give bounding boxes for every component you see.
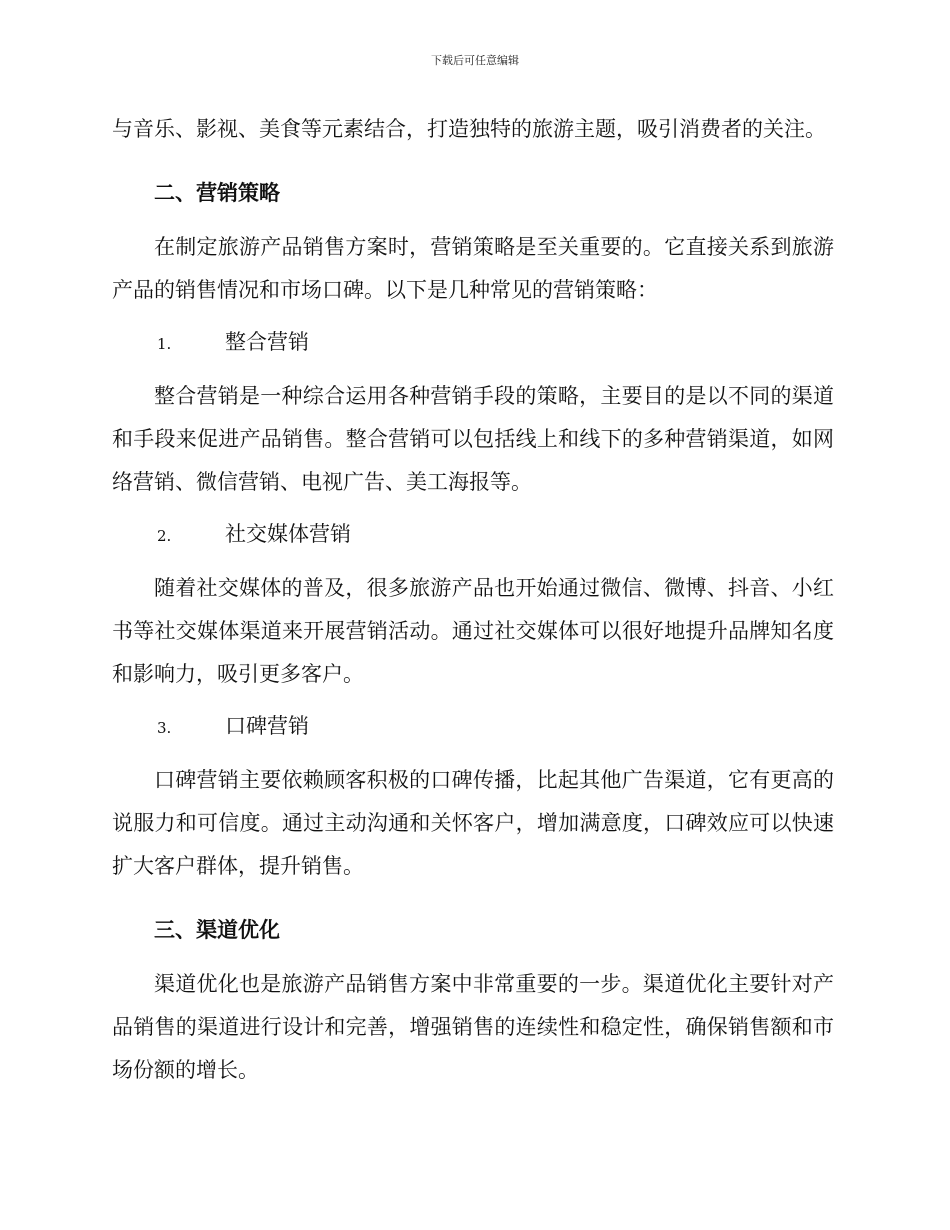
list-number: 3. — [157, 719, 172, 737]
list-item-word-of-mouth-marketing — [157, 705, 834, 750]
list-item-title: 口碑营销 — [225, 714, 309, 738]
list-number: 1. — [157, 335, 172, 353]
continued-paragraph: 与音乐、影视、美食等元素结合，打造独特的旅游主题，吸引消费者的关注。 — [112, 117, 826, 141]
document-body — [112, 108, 834, 1092]
list-item-integrated-marketing — [157, 321, 834, 366]
marketing-intro-paragraph: 在制定旅游产品销售方案时，营销策略是至关重要的。它直接关系到旅游产品的销售情况和市场口碑。以下是几种常见的营销策略： — [112, 235, 834, 302]
channel-optimization-paragraph: 渠道优化也是旅游产品销售方案中非常重要的一步。渠道优化主要针对产品销售的渠道进行设计和完善，增强销售的连续性和稳定性，确保销售额和市场份额的增长。 — [112, 972, 834, 1082]
page-header-note: 下载后可任意编辑 — [431, 54, 519, 67]
list-item-social-media-marketing — [157, 513, 834, 558]
integrated-marketing-paragraph: 整合营销是一种综合运用各种营销手段的策略，主要目的是以不同的渠道和手段来促进产品销售。整合营销可以包括线上和线下的多种营销渠道，如网络营销、微信营销、电视广告、美工海报等。 — [112, 384, 834, 494]
word-of-mouth-marketing-paragraph: 口碑营销主要依赖顾客积极的口碑传播，比起其他广告渠道，它有更高的说服力和可信度。通过主动沟通和关怀客户，增加满意度，口碑效应可以快速扩大客户群体，提升销售。 — [112, 768, 834, 878]
list-number: 2. — [157, 527, 172, 545]
section-heading-channel-optimization: 三、渠道优化 — [154, 917, 280, 942]
social-media-marketing-paragraph: 随着社交媒体的普及，很多旅游产品也开始通过微信、微博、抖音、小红书等社交媒体渠道来开展营销活动。通过社交媒体可以很好地提升品牌知名度和影响力，吸引更多客户。 — [112, 576, 834, 686]
list-item-title: 社交媒体营销 — [225, 522, 351, 546]
section-heading-marketing-strategy: 二、营销策略 — [154, 180, 280, 205]
list-item-title: 整合营销 — [225, 330, 309, 354]
